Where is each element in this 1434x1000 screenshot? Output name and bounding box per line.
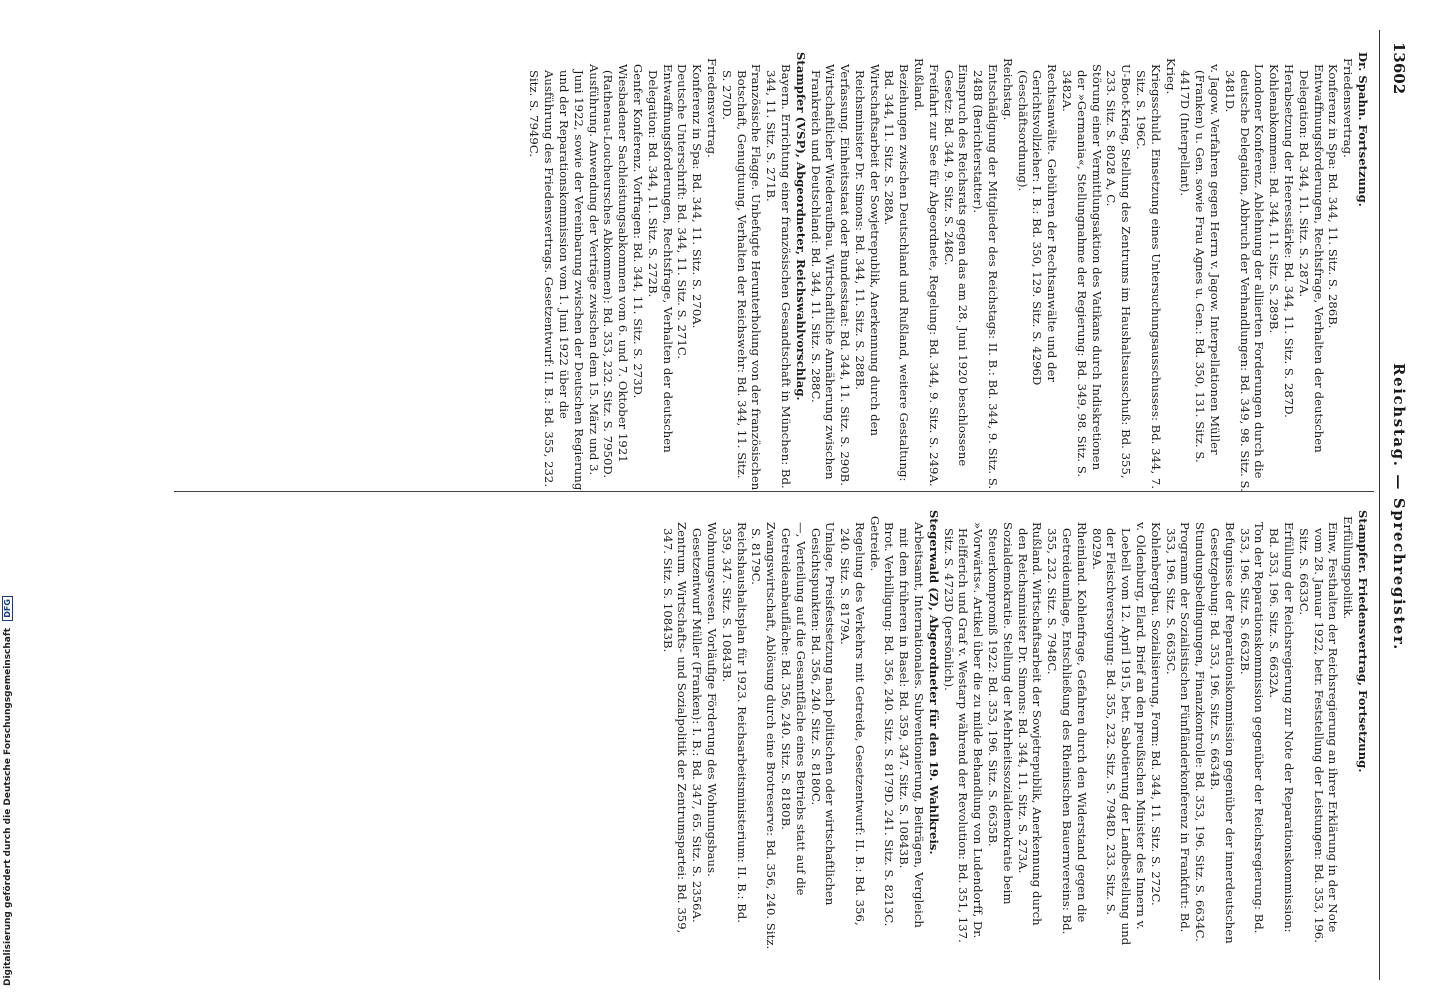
register-entry: Londoner Konferenz. Ablehnung der alliierten Forderungen durch die deutsche Delegation, Abbruch der Verhandlungen: Bd. 349, 98. Sitz. S. 3481D. [1222,64,1267,492]
page-title: Reichstag. — Sprechregister. [1390,363,1408,651]
register-entry: Erfüllungspolitik. [1341,516,1356,620]
register-entry: Getreide. [867,516,882,572]
register-entry: Einspruch des Reichsrats gegen das am 28. Juni 1920 beschlossene Gesetz: Bd. 344, 9. Sitz. S. 248C. [941,64,971,467]
entry-block [808,52,1178,492]
register-entry: Arbeitsamt, Internationales. Subventionierung, Beiträgen, Vergleich mit dem früheren in Basel: Bd. 359, 347. Sitz. S. 10843B. [897,522,927,928]
entry-block [660,510,926,950]
register-entry: Erfüllung der Reichsregierung zur Note der Reparationskommission: Bd. 353, 196. Sitz. S. 6632A. [1267,522,1297,933]
register-entry: Deutsche Unterschrift: Bd. 344, 11. Sitz. S. 271C. [675,64,690,360]
register-entry: Beziehungen zwischen Deutschland und Rußland, weitere Gestaltung: Bd. 344, 11. Sitz. S. 288A. [882,64,912,482]
register-entry: Reichshaushaltsplan für 1923. Reichsarbeitsministerium: II. B.: Bd. 359, 347. Sitz. S. 10843B. [719,522,749,923]
register-entry: Wirtschaftsarbeit der Sowjetrepublik, Anerkennung durch den Reichsminister Dr. Simons: Bd. 344, 11. Sitz. S. 288B. [852,64,882,437]
register-entry: Umlage, Preisfestsetzung nach politischen oder wirtschaftlichen Gesichtspunkten: Bd. 356, 240. Sitz. S. 8180C. [808,522,838,906]
entry-block [527,52,793,492]
register-entry: Einw, Festhalten der Reichsregierung an ihrer Erklärung in der Note vom 28. Januar 1922, betr. Feststellung der Leistungen: Bd. 353, 196. Sitz. S. 6633C. [1296,522,1341,943]
speaker-heading: Stampfer (VSP), Abgeordneter, Reichswahlvorschlag. [793,52,808,401]
register-entry: Konferenz in Spa: Bd. 344, 11. Sitz. S. 286B. [1326,64,1341,329]
entry-block [1163,510,1355,950]
entry-block [941,510,1163,950]
register-entry: Wirtschaftlicher Wiederaufbau. Wirtschaftliche Annäherung zwischen Frankreich und Deutschland: Bd. 344, 11. Sitz. S. 288C. [808,64,838,480]
register-entry: Entwaffnungsforderungen, Rechtsfrage, Verhalten der deutschen Delegation: Bd. 344, 11. Sitz. S. 287A. [1296,64,1326,453]
register-entry: Herabsetzung der Heeresstärke: Bd. 344, 11. Sitz. S. 287D. [1282,64,1297,418]
register-entry: Genfer Konferenz. Vorfragen: Bd. 344, 11. Sitz. S. 273D. [630,64,645,399]
speaker-heading: Dr. Spahn. Fortsetzung. [1356,52,1370,207]
register-entry: Ausführung. Anwendung der Verträge zwischen dem 15. März und 3. Juni 1922, sowie der Vereinbarung zwischen der Deutschen Regierung und der Reparationskommission vom 1. Juni 1922 über die Ausführung des Friedensvertrags. Gesetzentwurf: II. B.: Bd. 355, 232. Sitz. S. 7949C. [527,64,601,491]
register-entry: Französische Flagge. Unbefugte Herunterholung von der französischen Botschaft, Genugtuung, Verhalten der Reichswehr: Bd. 344, 11. Sitz. S. 270D. [719,64,764,491]
speaker-heading: Stampfer. Friedensvertrag, Fortsetzung. [1356,510,1370,773]
register-entry: Kohlenbergbau. Sozialisierung, Form: Bd. 344, 11. Sitz. S. 272C. [1148,522,1163,906]
register-entry: —, Verteilung auf die Gesamtfläche eines Betriebs statt auf die Getreideanbaufläche: Bd. 356, 240. Sitz. S. 8180B. [778,522,808,896]
page-header [1382,42,1412,972]
register-entry: Krieg. [1163,58,1178,95]
register-entry: Bayern. Errichtung einer französischen Gesandtschaft in München: Bd. 344, 11. Sitz. S. 271B. [764,64,793,489]
register-entry: Rußland. Wirtschaftsarbeit der Sowjetrepublik, Anerkennung durch den Reichsminister Dr. Simons: Bd. 344, 11. Sitz. S. 273A. [1015,522,1045,926]
register-entry: »Vorwärts«. Artikel über die zu milde Behandlung von Ludendorff, Dr. Helfferich und Graf v. Westarp während der Revolution: Bd. 351, 137. Sitz. S. 4723D (persönlich). [941,522,986,943]
page-number: 13602 [1390,42,1408,95]
register-entry: Entschädigung der Mitglieder des Reichstags: II. B.: Bd. 344, 9. Sitz. S. 248B (Berichterstatter). [971,64,1001,490]
dfg-note [2,596,13,986]
register-entry: Friedensvertrag. [1341,58,1356,158]
register-entry: Befugnisse der Reparationskommission gegenüber der innerdeutschen Gesetzgebung: Bd. 353, 196. Sitz. S. 6634B. [1208,522,1237,944]
register-entry: Rechtsanwälte. Gebühren der Rechtsanwälte und der Gerichtsvollzieher: I. B.: Bd. 350, 129. Sitz. S. 4296D (Geschäftsordnung). [1015,64,1060,386]
register-entry: Entwaffnungsforderungen, Rechtsfrage, Verhalten der deutschen Delegation: Bd. 344, 11. Sitz. S. 272B. [645,64,675,453]
register-entry: Kriegsschuld. Einsetzung eines Untersuchungsausschusses: Bd. 344, 7. Sitz. S. 196C. [1134,64,1163,490]
register-entry: Verfassung. Einheitsstaat oder Bundesstaat: Bd. 344, 11. Sitz. S. 290B. [838,64,853,486]
left-column [527,52,1370,492]
register-entry: U-Boot-Krieg, Stellung des Zentrums im Haushaltsausschuß: Bd. 355, 233. Sitz. S. 8028 A, C. [1104,64,1134,479]
register-entry: Friedensvertrag. [704,58,719,158]
register-entry: Programm der Sozialistischen Fünfländerkonferenz in Frankfurt: Bd. 353, 196. Sitz. S. 6635C. [1163,522,1193,933]
register-entry: Sozialdemokratie. Stellung der Mehrheitssozialdemokratie beim Steuerkompromiß 1922: Bd. 353, 196. Sitz. S. 6635B. [986,522,1015,905]
entry-block [1178,52,1356,492]
register-entry: Störung einer Vermittlungsaktion des Vatikans durch Indiskretionen der »Germania«, Stellungnahme der Regierung: Bd. 349, 98. Sitz. S. 3482A. [1060,64,1104,478]
register-entry: Freifahrt zur See für Abgeordnete, Regelung: Bd. 344, 9. Sitz. S. 249A. [926,64,941,487]
register-entry: Wohnungswesen. Vorläufige Förderung des Wohnungsbaus. Gesetzentwurf Müller (Franken): I. B.: Bd. 347, 65. Sitz. S. 2356A. [690,522,719,923]
register-entry: Wiesbadener Sachleistungsabkommen vom 6. und 7. Oktober 1921 (Rathenau-Loucheursches Abkommen): Bd. 353, 232. Sitz. S. 7950D. [601,64,631,479]
register-entry: Regelung des Verkehrs mit Getreide, Gesetzentwurf: II. B.: Bd. 356, 240. Sitz. S. 8179A. [838,522,867,926]
header-rule [1379,30,1380,980]
dfg-note-text: Digitalisierung gefördert durch die Deutsche Forschungsgemeinschaft [3,627,13,986]
register-entry: Zwangswirtschaft, Ablösung durch eine Brotreserve: Bd. 356, 240. Sitz. S. 8179C. [749,522,779,950]
register-entry: Stundungsbedingungen, Finanzkontrolle: Bd. 353, 196. Sitz. S. 6634C. [1193,522,1208,942]
register-entry: Kohlenabkommen: Bd. 344, 11. Sitz. S. 289B. [1267,64,1282,334]
register-entry: Konferenz in Spa: Bd. 344, 11. Sitz. S. 270A. [690,64,705,329]
register-entry: v. Oldenburg, Elard. Brief an den preußischen Minister des Innern v. Loebell vom 12. April 1915, betr. Sabotierung der Landbestellung und der Fleischversorgung: Bd. 355, 232. Sitz. S. 7948D. 233. Sitz. S. 8029A. [1089,522,1149,946]
speaker-heading: Stegerwald (Z), Abgeordneter für den 19. Wahlkreis. [926,510,941,855]
register-entry: Rheinland. Kohlenfrage, Gefahren durch den Widerstand gegen die Getreideumlage, Entschließung des Rheinischen Bauernvereins: Bd. 355, 232. Sitz. S. 7948C. [1045,522,1089,935]
register-entry: Reichstag. [1000,58,1015,121]
register-entry: v. Jagow. Verfahren gegen Herrn v. Jagow. Interpellationen Müller (Franken) u. Gen. sowie Frau Agnes u. Gen.: Bd. 350, 131. Sitz. S. 4417D (Interpellant). [1178,64,1223,463]
register-entry: Ton der Reparationskommission gegenüber der Reichsregierung: Bd. 353, 196. Sitz. S. 6632B. [1237,522,1267,934]
register-entry: Brot. Verbilligung: Bd. 356, 240. Sitz. S. 8179D. 241. Sitz. S. 8213C. [882,522,897,927]
dfg-logo-icon: DFG [2,596,13,621]
register-entry: Rußland. [912,58,927,112]
right-column [660,510,1370,950]
register-entry: Zentrum. Wirtschafts- und Sozialpolitik der Zentrumspartei: Bd. 359, 347. Sitz. S. 10843B. [660,522,690,934]
